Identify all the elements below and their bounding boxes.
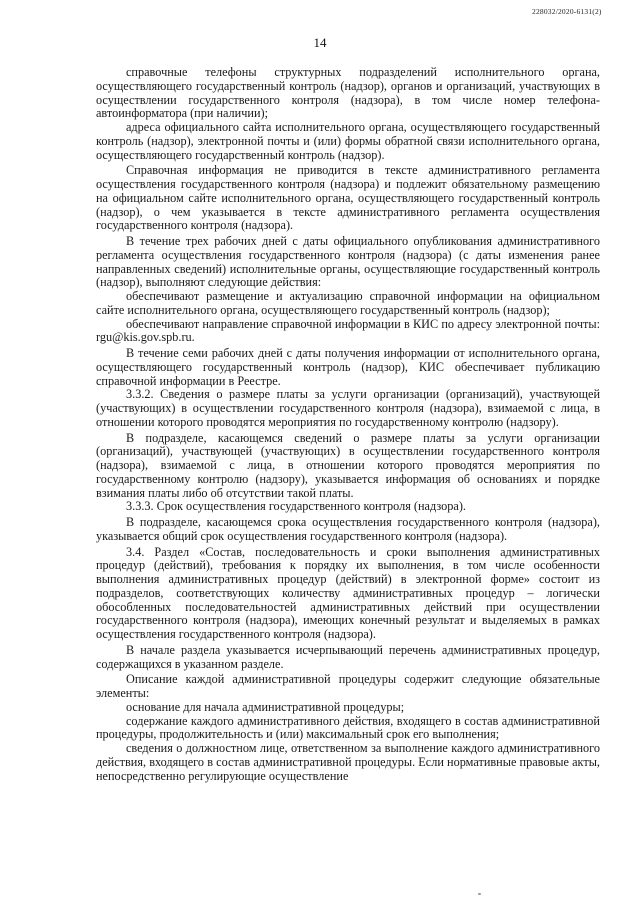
paragraph-reference-info: Справочная информация не приводится в тексте административного регламента осуществления государственного контроля (надзора) и подлежит обязательному размещению на официальном сайте исполнительного органа, осуществляющего государственный контроль (надзор), о чем указывается в тексте административного регламента осуществления государственного контроля (надзора). <box>96 163 600 233</box>
paragraph-3-3-3: 3.3.3. Срок осуществления государственного контроля (надзора). <box>126 499 466 514</box>
paragraph-send-kis: обеспечивают направление справочной информации в КИС по адресу электронной почты: rgu@kis.gov.spb.ru. <box>96 316 600 345</box>
page-number: 14 <box>313 35 327 50</box>
paragraph-website: адреса официального сайта исполнительного органа, осуществляющего государственный контроль (надзор), электронной почты и (или) формы обратной связи исполнительного органа, осуществляющего государственный контроль (надзор). <box>96 120 600 162</box>
paragraph-fee-subsection: В подразделе, касающемся сведений о размере платы за услуги организации (организаций), участвующей (участвующих) в осуществлении государственного контроля (надзора), взимаемой с лица, в отношении которого проводятся мероприятия по государственному контролю (надзору), указывается информация об основаниях и порядке взимания платы либо об отсутствии такой платы. <box>96 430 600 500</box>
scan-artifact <box>478 893 481 895</box>
paragraph-official: сведения о должностном лице, ответственном за выполнение каждого административного действия, входящего в состав административной процедуры. Если нормативные правовые акты, непосредственно регулирующие осуществление <box>96 741 600 783</box>
paragraph-3-3-2: 3.3.2. Сведения о размере платы за услуги организации (организаций), участвующей (участвующих) в осуществлении государственного контроля (надзора), взимаемой с лица, в отношении которого проводятся мероприятия по государственному контролю (надзору). <box>96 387 600 429</box>
paragraph-content: содержание каждого административного действия, входящего в состав административной процедуры, продолжительность и (или) максимальный срок его выполнения; <box>96 713 600 742</box>
paragraph-3-4: 3.4. Раздел «Состав, последовательность и сроки выполнения административных процедур (действий), требования к порядку их выполнения, в том числе особенности выполнения административных процедур (действий) в электронной форме» состоит из подразделов, соответствующих количеству административных процедур – логически обособленных последовательностей административных действий при осуществлении государственного контроля (надзора), имеющих конечный результат и выделяемых в рамках осуществления государственного контроля (надзора). <box>96 544 600 641</box>
paragraph-basis: основание для начала административной процедуры; <box>126 699 405 714</box>
document-id: 228032/2020-6131(2) <box>532 7 602 16</box>
paragraph-term-subsection: В подразделе, касающемся срока осуществления государственного контроля (надзора), указывается общий срок осуществления государственного контроля (надзора). <box>96 515 600 543</box>
paragraph-publish-site: обеспечивают размещение и актуализацию справочной информации на официальном сайте исполнительного органа, осуществляющего государственный контроль (надзор); <box>96 289 600 317</box>
paragraph-three-days: В течение трех рабочих дней с даты официального опубликования административного регламента осуществления государственного контроля (надзора) (с даты изменения ранее направленных сведений) исполнительные органы, осуществляющие государственный контроль (надзор), выполняют следующие действия: <box>96 234 600 290</box>
document-body <box>96 66 600 783</box>
paragraph-description-elements: Описание каждой административной процедуры содержит следующие обязательные элементы: <box>96 672 600 700</box>
paragraph-seven-days: В течение семи рабочих дней с даты получения информации от исполнительного органа, осуществляющего государственный контроль (надзор), КИС обеспечивает публикацию справочной информации в Реестре. <box>96 346 600 388</box>
paragraph-section-start: В начале раздела указывается исчерпывающий перечень административных процедур, содержащихся в указанном разделе. <box>96 642 600 671</box>
paragraph-phones: справочные телефоны структурных подразделений исполнительного органа, осуществляющего государственный контроль (надзор), органов и организаций, участвующих в осуществлении государственного контроля (надзора), в том числе номер телефона-автоинформатора (при наличии); <box>96 65 600 121</box>
